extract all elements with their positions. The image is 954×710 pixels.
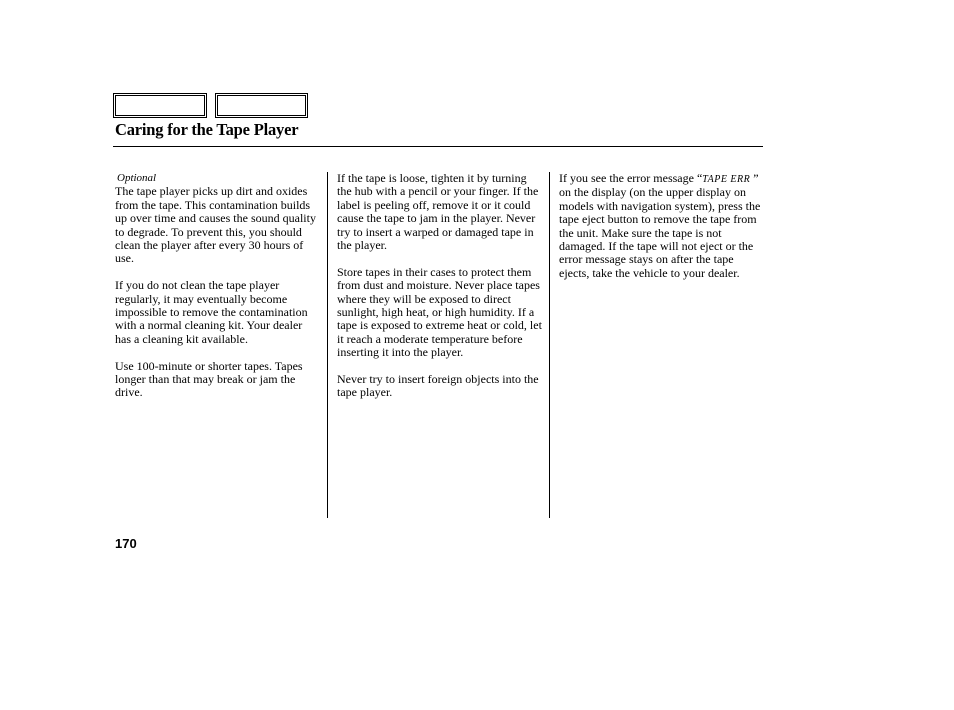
page-number: 170 [115,536,137,551]
paragraph: If you do not clean the tape player regularly, it may eventually become impossible to remove the contamination with a normal cleaning kit. Your dealer has a cleaning kit available. [115,278,308,346]
column-1 [115,172,321,413]
paragraph: Store tapes in their cases to protect them from dust and moisture. Never place tapes where they will be exposed to direct sunlight, high heat, or high humidity. If a tape is exposed to extreme heat or cold, let it reach a moderate temperature before inserting it into the player. [337,264,542,360]
error-message-display: TAPE ERR [702,174,751,185]
column-2 [337,172,543,413]
column-divider [549,172,550,518]
title-rule [113,146,763,147]
optional-label: Optional [117,172,157,184]
nav-tab-1 [113,93,207,118]
paragraph: If the tape is loose, tighten it by turning the hub with a pencil or your finger. If the label is peeling off, remove it or it could cause the tape to jam in the player. Never try to insert a warped or damaged tape in the player. [337,171,539,253]
nav-tab-2 [215,93,308,118]
text-span: If you see the error message “ [559,171,703,185]
paragraph: Never try to insert foreign objects into the tape player. [337,372,539,400]
column-3 [559,172,765,294]
paragraph: The tape player picks up dirt and oxides from the tape. This contamination builds up over time and causes the sound quality to degrade. To prevent this, you should clean the player after every 30 hours of use. [115,184,316,266]
page-title: Caring for the Tape Player [115,120,299,139]
text-span: ” on the display (on the upper display on models with navigation system), press the tape eject button to remove the tape from the unit. Make sure the tape is not damaged. If the tape will not eject or the error message stays on after the tape ejects, take the vehicle to your dealer. [559,171,761,280]
paragraph [559,172,765,280]
column-divider [327,172,328,518]
paragraph: Use 100-minute or shorter tapes. Tapes longer than that may break or jam the drive. [115,358,303,400]
